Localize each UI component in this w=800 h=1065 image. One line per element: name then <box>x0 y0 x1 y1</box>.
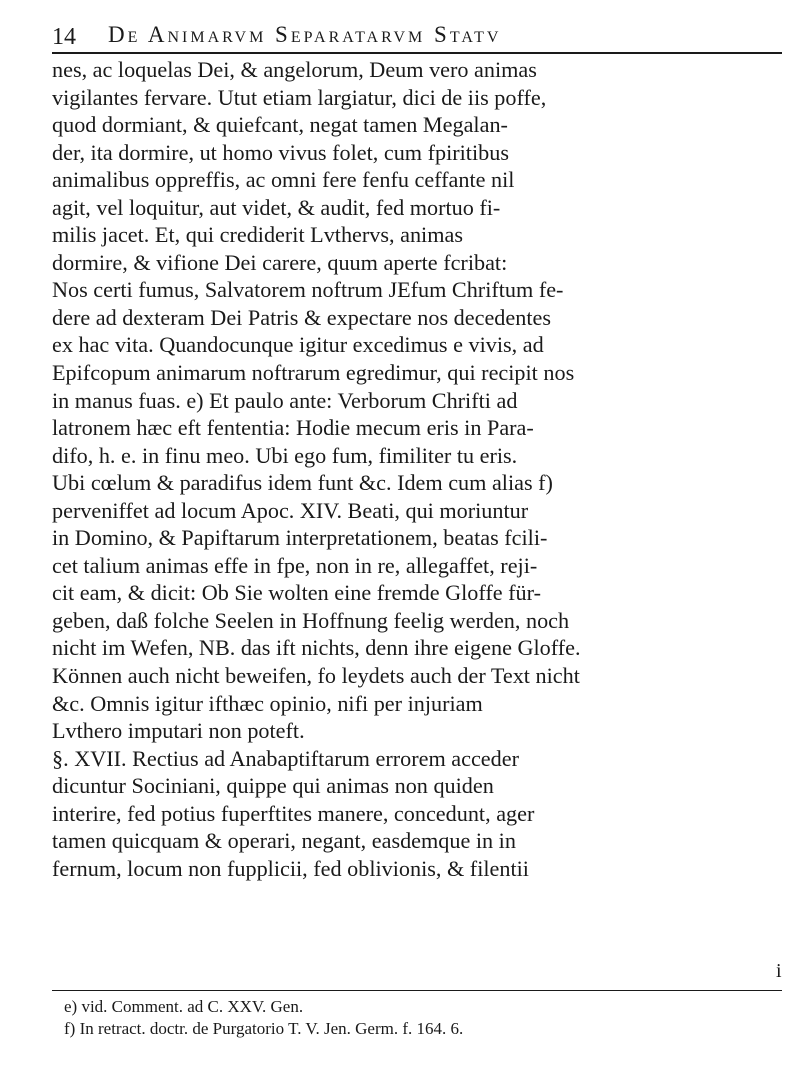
running-head: De Animarvm Separatarvm Statv <box>108 22 502 47</box>
text-line: Nos certi fumus, Salvatorem noftrum JEfum Chriftum fe- <box>52 277 564 303</box>
text-line: milis jacet. Et, qui crediderit Lvthervs, animas <box>52 222 463 248</box>
text-line: geben, daß folche Seelen in Hoffnung feelig werden, noch <box>52 607 570 633</box>
text-line: interire, fed potius fuperftites manere, concedunt, ager <box>52 800 535 826</box>
text-line: difo, h. e. in finu meo. Ubi ego fum, fimiliter tu eris. <box>52 442 518 468</box>
text-line: nes, ac loquelas Dei, & angelorum, Deum vero animas <box>52 57 537 82</box>
text-line: &c. Omnis igitur ifthæc opinio, nifi per injuriam <box>52 690 483 716</box>
text-line: der, ita dormire, ut homo vivus folet, cum fpiritibus <box>52 139 509 165</box>
text-line: Epifcopum animarum noftrarum egredimur, qui recipit nos <box>52 360 575 386</box>
text-line: perveniffet ad locum Apoc. XIV. Beati, qui moriuntur <box>52 497 529 523</box>
footnote-rule <box>52 990 782 991</box>
text-line: tamen quicquam & operari, negant, easdemque in in <box>52 828 516 854</box>
body-text <box>52 56 786 882</box>
text-line: in Domino, & Papiftarum interpretationem, beatas fcili- <box>52 525 548 551</box>
text-line: Ubi cœlum & paradifus idem funt &c. Idem cum alias f) <box>52 470 553 496</box>
text-line: Lvthero imputari non poteft. <box>52 718 305 744</box>
text-line: cet talium animas effe in fpe, non in re, allegaffet, reji- <box>52 552 538 578</box>
text-line: cit eam, & dicit: Ob Sie wolten eine fremde Gloffe für- <box>52 580 541 606</box>
text-line: §. XVII. Rectius ad Anabaptiftarum errorem acceder <box>52 745 519 771</box>
text-line: quod dormiant, & quiefcant, negat tamen Megalan- <box>52 112 508 138</box>
text-line: dere ad dexteram Dei Patris & expectare nos decedentes <box>52 304 551 330</box>
text-line: animalibus oppreffis, ac omni fere fenfu ceffante nil <box>52 167 515 193</box>
text-line: dormire, & vifione Dei carere, quum aperte fcribat: <box>52 249 508 275</box>
separator-mark: i <box>776 960 782 982</box>
text-line: latronem hæc eft fententia: Hodie mecum eris in Para- <box>52 415 534 441</box>
text-line: nicht im Wefen, NB. das ift nichts, denn ihre eigene Gloffe. <box>52 635 581 661</box>
page-number: 14 <box>52 24 76 50</box>
text-line: fernum, locum non fupplicii, fed oblivionis, & filentii <box>52 855 529 881</box>
text-line: Können auch nicht beweifen, fo leydets auch der Text nicht <box>52 663 580 689</box>
text-line: agit, vel loquitur, aut videt, & audit, fed mortuo fi- <box>52 194 501 220</box>
footnote: f) In retract. doctr. de Purgatorio T. V. Jen. Germ. f. 164. 6. <box>64 1019 464 1038</box>
text-line: dicuntur Sociniani, quippe qui animas non quiden <box>52 773 494 799</box>
page-header <box>52 16 782 54</box>
text-line: ex hac vita. Quandocunque igitur excedimus e vivis, ad <box>52 332 544 358</box>
text-line: vigilantes fervare. Utut etiam largiatur, dici de iis poffe, <box>52 84 547 110</box>
footnote: e) vid. Comment. ad C. XXV. Gen. <box>64 997 304 1016</box>
footnotes <box>64 996 784 1040</box>
text-line: in manus fuas. e) Et paulo ante: Verborum Chrifti ad <box>52 387 518 413</box>
